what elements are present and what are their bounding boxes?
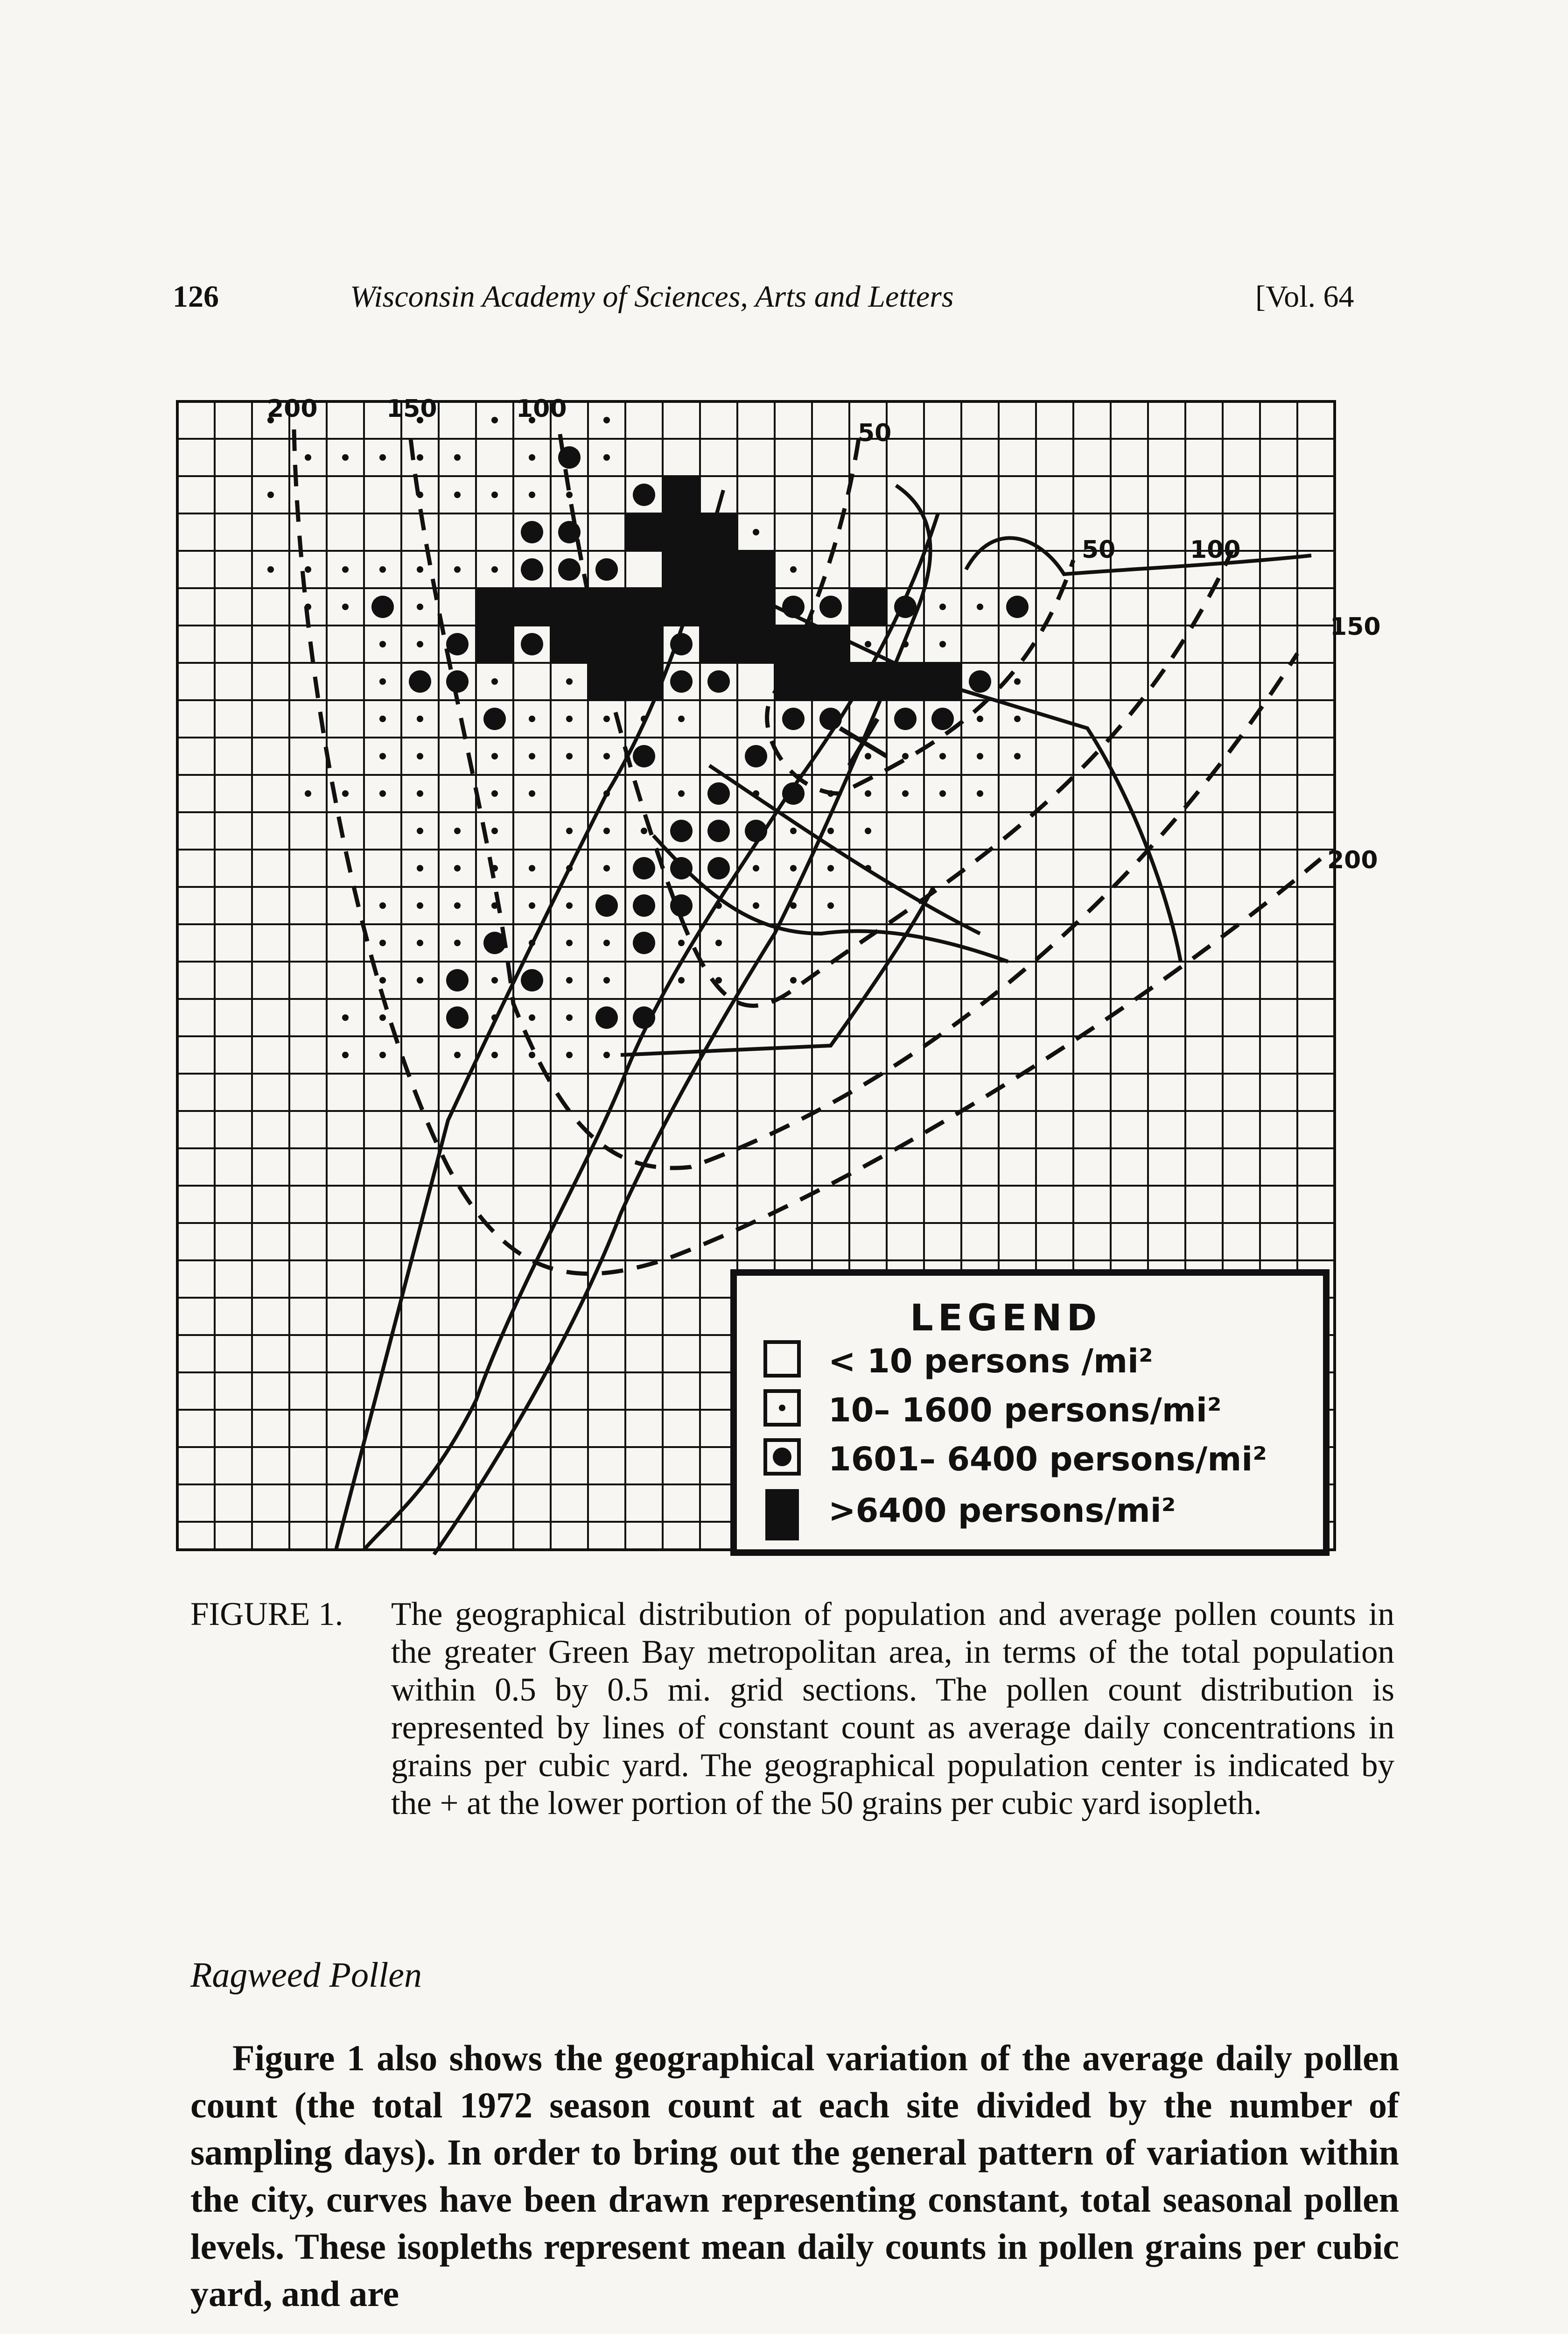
cell-dot xyxy=(342,604,349,610)
cell-dense xyxy=(737,588,775,626)
cell-dot xyxy=(1014,678,1021,685)
cell-dense xyxy=(513,588,551,626)
cell-dot xyxy=(454,865,461,872)
cell-dot xyxy=(753,529,759,535)
cell-circle xyxy=(595,558,618,581)
cell-circle xyxy=(707,670,730,693)
cell-dot xyxy=(529,902,535,909)
isopleth-50-line xyxy=(767,439,1073,794)
cell-dense xyxy=(737,626,775,663)
cell-dot xyxy=(566,977,573,984)
legend-swatch-solid xyxy=(765,1489,799,1540)
cell-dense xyxy=(663,476,700,513)
cell-dot xyxy=(603,454,610,461)
cell-dense xyxy=(700,588,737,626)
cell-dot xyxy=(342,1014,349,1021)
cell-dot xyxy=(379,678,386,685)
cell-dot xyxy=(603,753,610,759)
cell-dot xyxy=(379,790,386,797)
cell-dot xyxy=(566,940,573,946)
caption-text: The geographical distribution of population and average pollen counts in the greater Green Bay metropolitan area, in terms of the total population within 0.5 by 0.5 mi. grid sections. The pollen count distribution is represented by lines of constant count as average daily concentrations in grains per cubic yard. The geographical population center is indicated by the + at the lower portion of the 50 grains per cubic yard isopleth. xyxy=(391,1596,1394,1821)
cell-circle xyxy=(446,1006,469,1029)
road-line-f xyxy=(653,836,1008,962)
cell-dot xyxy=(529,790,535,797)
cell-circle xyxy=(409,670,431,693)
cell-dot xyxy=(566,753,573,759)
cell-dot xyxy=(678,790,685,797)
cell-circle xyxy=(670,857,693,879)
cell-dot xyxy=(491,828,498,834)
cell-dense xyxy=(551,626,588,663)
legend xyxy=(734,1272,1326,1553)
cell-circle xyxy=(483,708,506,730)
isopleth-label-100: 100 xyxy=(1190,536,1241,564)
cell-dot xyxy=(417,902,423,909)
cell-dot xyxy=(454,492,461,498)
cell-dot xyxy=(753,902,759,909)
cell-circle xyxy=(670,820,693,842)
cell-dot xyxy=(454,1052,461,1058)
cell-circle xyxy=(745,745,767,767)
cell-dot xyxy=(1014,716,1021,722)
legend-swatch-empty xyxy=(765,1342,799,1376)
cell-circle xyxy=(633,745,655,767)
cell-dot xyxy=(603,977,610,984)
cell-dot xyxy=(379,641,386,647)
cell-circle xyxy=(707,820,730,842)
cell-dense xyxy=(663,513,700,551)
cell-dot xyxy=(566,1052,573,1058)
cell-dot xyxy=(454,566,461,573)
cell-dense xyxy=(588,626,625,663)
cell-dot xyxy=(977,753,983,759)
cell-circle xyxy=(521,633,543,655)
cell-dot xyxy=(1014,753,1021,759)
cell-dot xyxy=(790,828,797,834)
cell-dot xyxy=(603,940,610,946)
cell-dot xyxy=(566,492,573,498)
cell-dot xyxy=(491,492,498,498)
scale-label-200-top: 200 xyxy=(267,395,318,423)
cell-dot xyxy=(379,940,386,946)
cell-dot xyxy=(529,753,535,759)
pollen-isopleths xyxy=(294,429,1321,1274)
cell-dot xyxy=(342,790,349,797)
cell-dot xyxy=(603,828,610,834)
cell-dot xyxy=(977,604,983,610)
cell-dot xyxy=(417,977,423,984)
cell-circle xyxy=(483,596,506,618)
scale-label-150-top: 150 xyxy=(386,395,437,423)
cell-dot xyxy=(827,902,834,909)
cell-dense xyxy=(476,626,513,663)
cell-dot xyxy=(678,940,685,946)
cell-dot xyxy=(454,641,461,647)
cell-circle xyxy=(931,708,954,730)
cell-dot xyxy=(977,790,983,797)
cell-dense xyxy=(625,588,663,626)
cell-circle xyxy=(707,857,730,879)
cell-dot xyxy=(305,790,311,797)
cell-dot xyxy=(603,417,610,423)
cell-dot xyxy=(566,454,573,461)
cell-dot xyxy=(641,828,647,834)
cell-dot xyxy=(491,753,498,759)
cell-circle xyxy=(633,484,655,506)
cell-dot xyxy=(454,454,461,461)
cell-circle xyxy=(782,708,805,730)
cell-dot xyxy=(753,865,759,872)
cell-circle xyxy=(633,932,655,954)
cell-dot xyxy=(827,828,834,834)
cell-dot xyxy=(865,790,871,797)
cell-circle xyxy=(521,558,543,581)
legend-dot-icon xyxy=(779,1405,785,1411)
figure-caption xyxy=(190,1596,1394,1822)
cell-dot xyxy=(267,566,274,573)
legend-title: LEGEND xyxy=(910,1297,1102,1339)
cell-dot xyxy=(603,716,610,722)
cell-dot xyxy=(342,454,349,461)
cell-dot xyxy=(678,716,685,722)
cell-dot xyxy=(417,753,423,759)
cell-dot xyxy=(379,716,386,722)
cell-circle xyxy=(707,782,730,805)
cell-dense xyxy=(625,626,663,663)
cell-circle xyxy=(521,521,543,543)
cell-dot xyxy=(454,940,461,946)
volume-label: [Vol. 64 xyxy=(1255,280,1354,314)
body-paragraph: Figure 1 also shows the geographical variation of the average daily pollen count (the total 1972 season count at each site divided by the number of sampling days). In order to bring out the general pattern of variation within the city, curves have been drawn representing constant, total seasonal pollen levels. These isopleths represent mean daily counts in pollen grains per cubic yard, and are xyxy=(190,2038,1399,2314)
cell-dot xyxy=(641,1014,647,1021)
cell-dot xyxy=(529,1052,535,1058)
legend-label-solid: >6400 persons/mi² xyxy=(828,1491,1176,1530)
legend-label-circle: 1601– 6400 persons/mi² xyxy=(828,1440,1267,1478)
cell-dot xyxy=(529,716,535,722)
cell-circle xyxy=(446,670,469,693)
cell-dot xyxy=(603,865,610,872)
cell-dot xyxy=(491,977,498,984)
cell-dot xyxy=(865,753,871,759)
cell-circle xyxy=(521,969,543,991)
cell-circle xyxy=(633,857,655,879)
cell-dot xyxy=(417,716,423,722)
cell-circle xyxy=(819,596,842,618)
cell-dot xyxy=(417,828,423,834)
cell-dot xyxy=(379,454,386,461)
cell-dense xyxy=(849,588,887,626)
cell-dot xyxy=(267,492,274,498)
cell-circle xyxy=(595,1006,618,1029)
cell-dot xyxy=(939,753,946,759)
page-number: 126 xyxy=(173,280,219,314)
cell-circle xyxy=(969,670,991,693)
cell-dot xyxy=(827,865,834,872)
cell-dot xyxy=(939,790,946,797)
cell-dense xyxy=(663,551,700,588)
cell-dense xyxy=(812,663,849,700)
cell-dot xyxy=(603,1052,610,1058)
cell-dot xyxy=(865,828,871,834)
cell-dot xyxy=(454,902,461,909)
scale-label-100-top: 100 xyxy=(516,395,567,423)
cell-dot xyxy=(529,865,535,872)
cell-dense xyxy=(737,551,775,588)
cell-dot xyxy=(417,566,423,573)
cell-dot xyxy=(454,828,461,834)
cell-circle xyxy=(894,708,917,730)
cell-dot xyxy=(902,790,909,797)
cell-dot xyxy=(715,940,722,946)
cell-dot xyxy=(417,604,423,610)
cell-dot xyxy=(566,828,573,834)
cell-circle xyxy=(1006,596,1029,618)
cell-dot xyxy=(342,1052,349,1058)
cell-dot xyxy=(790,865,797,872)
journal-title: Wisconsin Academy of Sciences, Arts and Letters xyxy=(350,280,954,314)
cell-dot xyxy=(491,678,498,685)
isopleth-200-line xyxy=(294,429,1321,1274)
legend-label-dot: 10– 1600 persons/mi² xyxy=(828,1391,1222,1429)
isopleth-label-50b: 50 xyxy=(1082,536,1116,564)
cell-dot xyxy=(566,1014,573,1021)
cell-dot xyxy=(865,641,871,647)
cell-dot xyxy=(379,753,386,759)
cell-dot xyxy=(417,940,423,946)
cell-dot xyxy=(566,902,573,909)
cell-dot xyxy=(417,641,423,647)
isopleth-label-50: 50 xyxy=(858,419,892,447)
cell-dot xyxy=(529,1014,535,1021)
cell-dot xyxy=(977,716,983,722)
cell-dot xyxy=(379,1014,386,1021)
cell-dot xyxy=(305,566,311,573)
cell-dot xyxy=(305,454,311,461)
legend-label-empty: < 10 persons /mi² xyxy=(828,1342,1153,1380)
cell-circle xyxy=(670,670,693,693)
cell-dot xyxy=(491,1052,498,1058)
cell-dot xyxy=(417,790,423,797)
cell-circle xyxy=(446,969,469,991)
isopleth-label-200: 200 xyxy=(1327,846,1378,874)
cell-dot xyxy=(491,790,498,797)
cell-circle xyxy=(633,894,655,917)
cell-dense xyxy=(551,588,588,626)
caption-label: FIGURE 1. xyxy=(190,1596,343,1632)
isopleth-150-line xyxy=(411,439,1297,1168)
cell-dot xyxy=(379,902,386,909)
cell-dot xyxy=(491,566,498,573)
cell-dot xyxy=(529,454,535,461)
cell-dot xyxy=(566,678,573,685)
cell-dot xyxy=(902,753,909,759)
cell-dot xyxy=(379,566,386,573)
cell-dot xyxy=(939,641,946,647)
population-center-marker xyxy=(840,719,887,766)
cell-circle xyxy=(707,633,730,655)
cell-dot xyxy=(790,566,797,573)
cell-circle xyxy=(371,596,394,618)
cell-dot xyxy=(715,529,722,535)
cell-circle xyxy=(595,894,618,917)
cell-dense xyxy=(625,513,663,551)
cell-dot xyxy=(566,716,573,722)
cell-dot xyxy=(939,604,946,610)
cell-dot xyxy=(342,566,349,573)
cell-dot xyxy=(379,1052,386,1058)
cell-dot xyxy=(491,417,498,423)
isopleth-label-150: 150 xyxy=(1330,613,1381,641)
cell-dot xyxy=(529,492,535,498)
section-title: Ragweed Pollen xyxy=(190,1955,422,1995)
cell-dot xyxy=(417,865,423,872)
cell-dot xyxy=(790,977,797,984)
cell-dot xyxy=(379,977,386,984)
cell-dot xyxy=(678,977,685,984)
cell-circle xyxy=(558,558,581,581)
cell-dot xyxy=(417,454,423,461)
legend-circle-icon xyxy=(773,1448,791,1466)
